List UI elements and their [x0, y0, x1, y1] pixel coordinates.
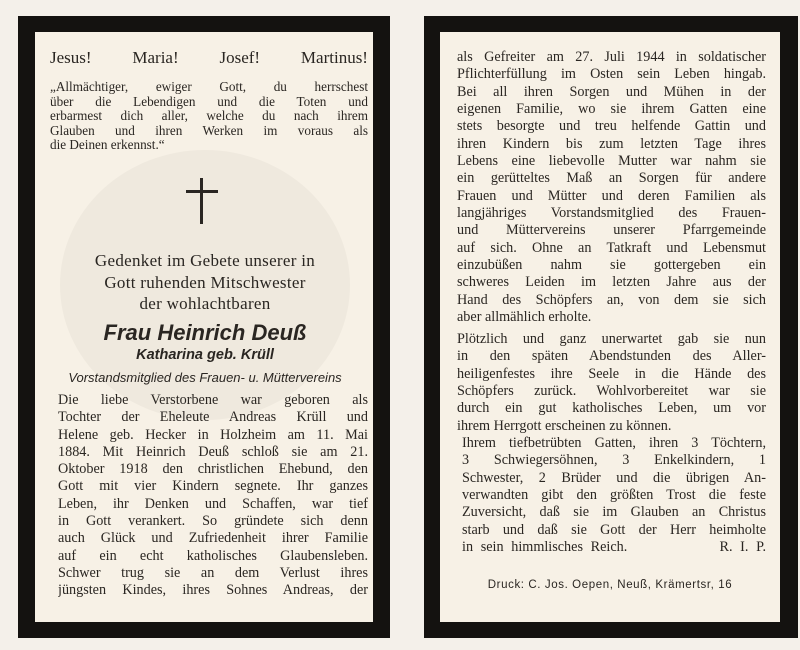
text-line: schweres Leiden im letzten Jahre aus der — [457, 274, 766, 291]
biography-continued — [457, 49, 766, 327]
text-line: ihrem Herrgott erscheinen zu können. — [457, 417, 672, 434]
text-line: verwandten gibt den größten Trost die feste — [462, 487, 766, 504]
text-line: einzubüßen nahm sie gottergeben ein — [457, 257, 766, 274]
text-line: Gott ruhenden Mitschwester — [104, 272, 306, 292]
text-line: jüngsten Kindes, ihres Sohnes Andreas, der — [58, 582, 368, 599]
invocation-word: Maria! — [132, 48, 179, 67]
text-line: Plötzlich und ganz unerwartet gab sie nun — [457, 331, 766, 347]
deceased-name: Frau Heinrich Deuß — [103, 320, 307, 345]
text-line: Schöpfers zurück. Wohlvorbereitet war sie — [457, 383, 766, 400]
text-line: stets besorgte und treu helfende Gattin und — [457, 118, 766, 135]
text-line: Pflichterfüllung im Osten sein Leben hingab. — [457, 66, 766, 83]
text-line: der wohlachtbaren — [139, 294, 271, 313]
text-line: und Müttervereins unserer Pfarrgemeinde — [457, 222, 766, 239]
invocation-word: Martinus! — [300, 48, 368, 67]
text-line: Hand des Schöpfers an, von dem sie sich — [457, 291, 766, 308]
invocation-word: Josef! — [219, 48, 261, 67]
text-line: erbarmest dich aller, welche du nach ihrem — [50, 109, 368, 124]
text-line: in Gott verankert. So gründete sich denn — [58, 513, 368, 530]
text-line: Die liebe Verstorbene war geboren als — [58, 392, 368, 408]
text-line: Gedenket im Gebete unserer in — [94, 251, 316, 270]
text-line: Tochter der Eheleute Andreas Krüll und — [58, 409, 368, 426]
text-line: Schwer trug sie an dem Verlust ihres — [58, 564, 368, 581]
text-line: Zuversicht, daß sie im Glauben an Christus — [462, 504, 766, 521]
text-line: Schwester, 2 Brüder und die übrigen An- — [462, 469, 766, 486]
text-line: über die Lebendigen und die Toten und — [50, 94, 368, 109]
text-line: durch ein gut katholisches Leben, um vor — [457, 400, 766, 417]
text-line: Glauben und ihren Werken im voraus als — [50, 123, 368, 138]
death-paragraph — [457, 331, 766, 435]
text-line: langjähriges Vorstandsmitglied des Frauen- — [457, 205, 766, 222]
text-line: 3 Schwiegersöhnen, 3 Enkelkindern, 1 — [462, 452, 766, 469]
text-line: Frauen und Mütter und deren Familien als — [457, 187, 766, 204]
invocation-line — [50, 48, 368, 68]
text-line: in sein himmlisches Reich. R. I. P. — [462, 539, 766, 556]
text-line: eigenen Familie, wo sie ihrem Gatten eine — [457, 101, 766, 118]
text-line: ihren Kindern bis zum letzten Tage ihres — [457, 135, 766, 152]
text-line: auch Glück und Zufriedenheit ihrer Familie — [58, 530, 368, 547]
prayer-quote — [50, 80, 368, 153]
text-line: ein gerütteltes Maß an Sorgen für andere — [457, 170, 766, 187]
text-line: als Gefreiter am 27. Juli 1944 in soldatischer — [457, 49, 766, 65]
cross-icon — [186, 178, 218, 224]
text-line: Leben, ihr Denken und Schaffen, war tief — [58, 495, 368, 512]
maiden-name: Katharina geb. Krüll — [136, 347, 274, 363]
text-line: auf sich. Ohne an Tatkraft und Lebensmut — [457, 239, 766, 256]
invocation-word: Jesus! — [50, 48, 92, 67]
text-line: in den späten Abendstunden des Aller- — [457, 348, 766, 365]
biography-text — [58, 392, 368, 600]
text-line: Lebens eine liebevolle Mutter war nahm sie — [457, 153, 766, 170]
text-line: 1884. Mit Heinrich Deuß schloß sie am 21. — [58, 443, 368, 460]
remembrance-heading — [40, 250, 370, 315]
text-line: Oktober 1918 den christlichen Ehebund, den — [58, 461, 368, 478]
text-line: Ihrem tiefbetrübten Gatten, ihren 3 Töchtern, — [462, 435, 766, 451]
text-line: Gott mit vier Kindern segnete. Ihr ganzes — [58, 478, 368, 495]
text-line: „Allmächtiger, ewiger Gott, du herrschest — [50, 80, 368, 94]
text-line: die Deinen erkennst.“ — [50, 138, 165, 153]
printer-imprint: Druck: C. Jos. Oepen, Neuß, Krämertsr, 16 — [487, 579, 733, 591]
text-line: Bei all ihren Sorgen und Mühen in der — [457, 83, 766, 100]
consolation-paragraph — [462, 435, 766, 556]
text-line: auf ein echt katholisches Glaubensleben. — [58, 547, 368, 564]
deceased-role: Vorstandsmitglied des Frauen- u. Müttervereins — [68, 370, 342, 385]
text-line: starb und daß sie Gott der Herr heimholte — [462, 521, 766, 538]
text-line: Helene geb. Hecker in Holzheim am 11. Mai — [58, 426, 368, 443]
text-line: heiligenfestes ihre Seele in die Hände des — [457, 365, 766, 382]
text-line: aber allmählich erholte. — [457, 309, 592, 326]
